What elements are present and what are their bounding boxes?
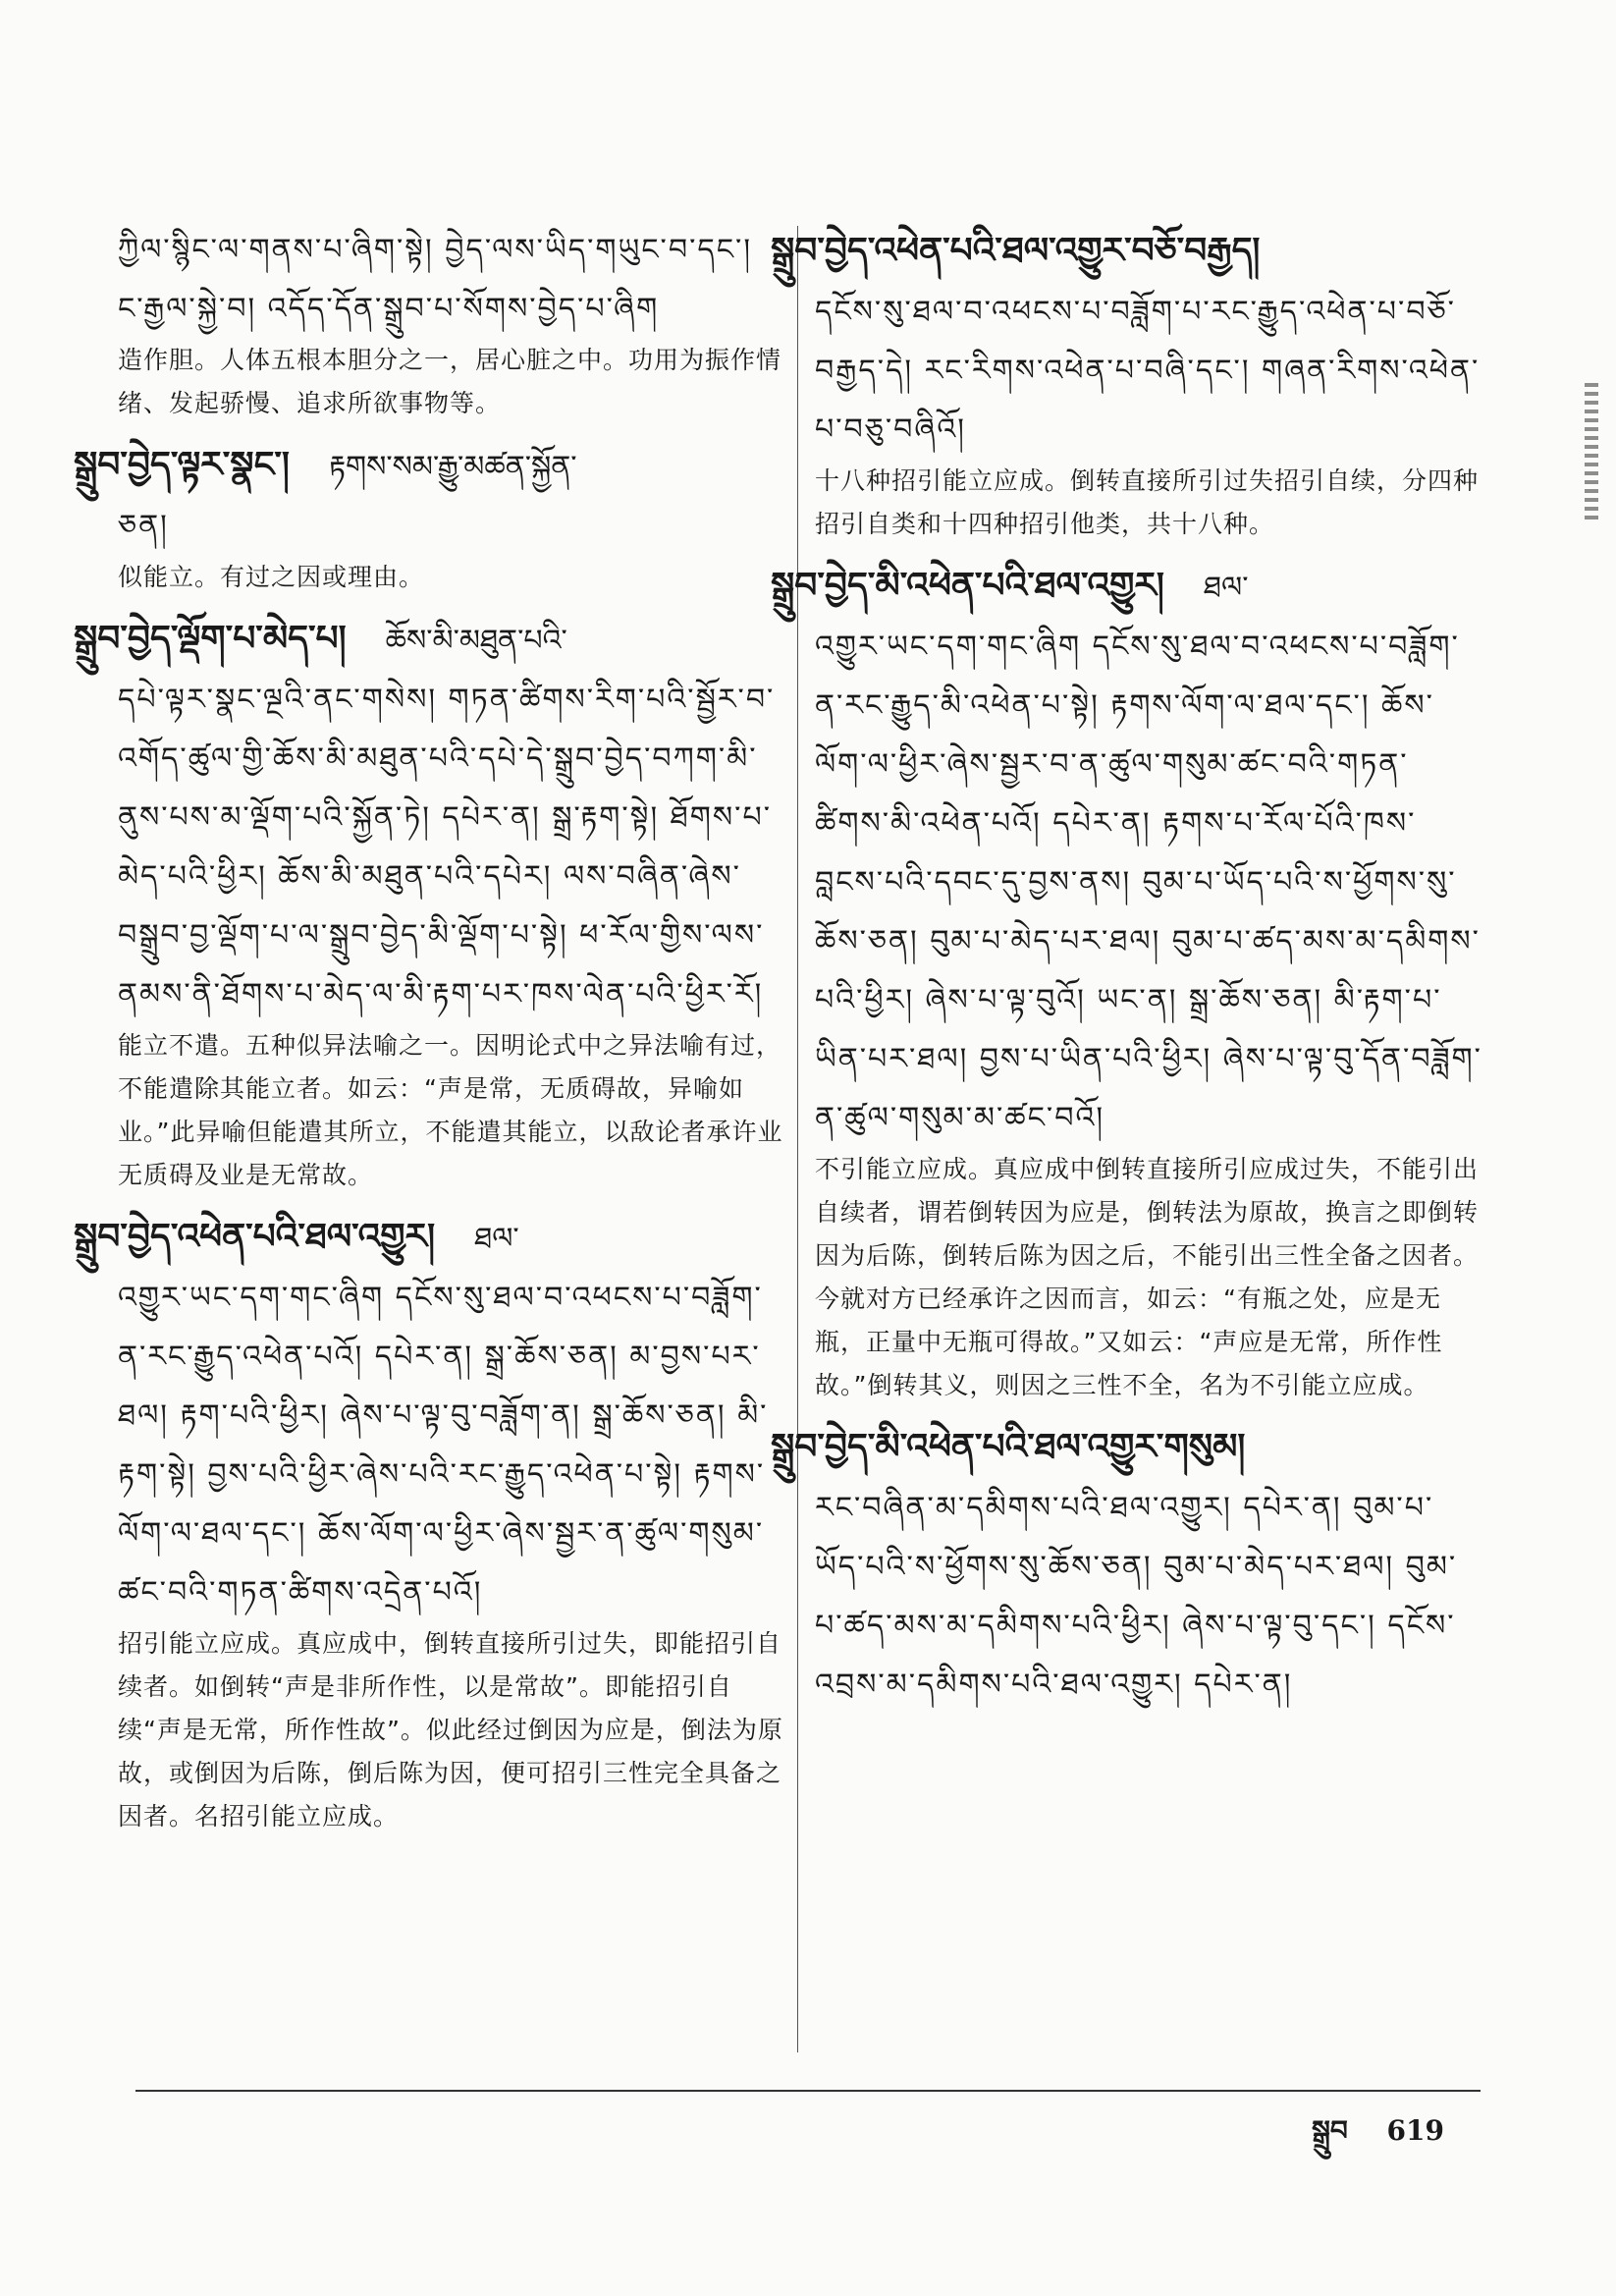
entry-headword: སྒྲུབ་བྱེད་ལྡོག་པ་མེད་པ། ཆོས་མི་མཐུན་པའི་ (74, 618, 567, 659)
right-column (771, 221, 1482, 1724)
footer-section: སྒྲུབ (1311, 2114, 1348, 2147)
entry-chinese: 能立不遣。五种似异法喻之一。因明论式中之异法喻有过，不能遣除其能立者。如云：“声是常，无质碍故，异喻如业。”此异喻但能遣其所立，不能遣其能立，以敌论者承许业无质碍及业是无常故。 (118, 1031, 783, 1189)
entry-tibetan: དཔེ་ལྟར་སྣང་ལྔའི་ནང་གསེས། གཏན་ཚིགས་རིག་པའི་སྦྱོར་བ་འགོད་ཚུལ་གྱི་ཆོས་མི་མཐུན་པའི་དཔེ་དེ་སྒྲུབ་བྱེད་བཀག་མི་ནུས་པས་མ་ལྡོག་པའི་སྐྱོན་ཏེ། དཔེར་ན། སྒྲ་རྟག་སྟེ། ཐོགས་པ་མེད་པའི་ཕྱིར། ཆོས་མི་མཐུན་པའི་དཔེར། ལས་བཞིན་ཞེས་བསྒྲུབ་བྱ་ལྡོག་པ་ལ་སྒྲུབ་བྱེད་མི་ལྡོག་པ་སྟེ། ཕ་རོལ་གྱིས་ལས་ནམས་ནི་ཐོགས་པ་མེད་ལ་མི་རྟག་པར་ཁས་ལེན་པའི་ཕྱིར་རོ། (118, 683, 776, 1011)
scan-mark (1585, 383, 1598, 520)
entry-chinese: 招引能立应成。真应成中，倒转直接所引过失，即能招引自续者。如倒转“声是非所作性，以是常故”。即能招引自续“声是无常，所作性故”。似此经过倒因为应是，倒法为原故，或倒因为后陈，倒后陈为因，便可招引三性完全具备之因者。名招引能立应成。 (118, 1629, 783, 1831)
dictionary-entry (74, 609, 785, 1197)
entry-tibetan: འགྱུར་ཡང་དག་གང་ཞིག དངོས་སུ་ཐལ་བ་འཕངས་པ་བཟློག་ན་རང་རྒྱུད་མི་འཕེན་པ་སྟེ། རྟགས་ལོག་ལ་ཐལ་དང་། ཆོས་ལོག་ལ་ཕྱིར་ཞེས་སྦྱར་བ་ན་ཚུལ་གསུམ་ཚང་བའི་གཏན་ཚིགས་མི་འཕེན་པའོ། དཔེར་ན། རྟགས་པ་རོལ་པོའི་ཁས་བླངས་པའི་དབང་དུ་བྱས་ནས། བུམ་པ་ཡོད་པའི་ས་ཕྱོགས་སུ་ཆོས་ཅན། བུམ་པ་མེད་པར་ཐལ། བུམ་པ་ཚད་མས་མ་དམིགས་པའི་ཕྱིར། ཞེས་པ་ལྟ་བུའོ། ཡང་ན། སྒྲ་ཆོས་ཅན། མི་རྟག་པ་ཡིན་པར་ཐལ། བྱས་པ་ཡིན་པའི་ཕྱིར། ཞེས་པ་ལྟ་བུ་དོན་བཟློག་ན་ཚུལ་གསུམ་མ་ཚང་བའོ། (815, 629, 1482, 1135)
dictionary-entry (74, 435, 785, 599)
dictionary-entry (771, 556, 1482, 1407)
entry-headword: སྒྲུབ་བྱེད་འཕེན་པའི་ཐལ་འགྱུར་བཅོ་བརྒྱད། (771, 230, 1261, 271)
entry-chinese: 造作胆。人体五根本胆分之一，居心脏之中。功用为振作情绪、发起骄慢、追求所欲事物等。 (118, 346, 782, 417)
entry-headword: སྒྲུབ་བྱེད་ལྟར་སྣང་། རྟགས་སམ་རྒྱུ་མཚན་སྐྱོན་ (74, 444, 577, 485)
entry-chinese: 似能立。有过之因或理由。 (118, 563, 425, 591)
entry-tibetan: ཀྱིལ་སྙིང་ལ་གནས་པ་ཞིག་སྟེ། བྱེད་ལས་ཡིད་གཡུང་བ་དང་། ང་རྒྱལ་སྐྱེ་བ། འདོད་དོན་སྒྲུབ་པ་སོགས་བྱེད་པ་ཞིག (118, 233, 753, 326)
page-footer (1282, 2100, 1444, 2177)
dictionary-entry (771, 221, 1482, 546)
entry-headword: སྒྲུབ་བྱེད་འཕེན་པའི་ཐལ་འགྱུར། ཐལ་ (74, 1216, 519, 1257)
left-column (74, 221, 785, 1848)
entry-chinese: 十八种招引能立应成。倒转直接所引过失招引自续，分四种招引自类和十四种招引他类，共十八种。 (815, 466, 1480, 538)
column-divider (797, 226, 798, 2052)
dictionary-entry (771, 1417, 1482, 1715)
entry-tibetan: འགྱུར་ཡང་དག་གང་ཞིག དངོས་སུ་ཐལ་བ་འཕངས་པ་བཟློག་ན་རང་རྒྱུད་འཕེན་པའོ། དཔེར་ན། སྒྲ་ཆོས་ཅན། མ་བྱས་པར་ཐལ། རྟག་པའི་ཕྱིར། ཞེས་པ་ལྟ་བུ་བཟློག་ན། སྒྲ་ཆོས་ཅན། མི་རྟག་སྟེ། བྱས་པའི་ཕྱིར་ཞེས་པའི་རང་རྒྱུད་འཕེན་པ་སྟེ། རྟགས་ལོག་ལ་ཐལ་དང་། ཆོས་ལོག་ལ་ཕྱིར་ཞེས་སྦྱར་ན་ཚུལ་གསུམ་ཚང་བའི་གཏན་ཚིགས་འདྲེན་པའོ། (118, 1281, 769, 1610)
footer-rule (135, 2090, 1481, 2092)
entry-tibetan: དངོས་སུ་ཐལ་བ་འཕངས་པ་བཟློག་པ་རང་རྒྱུད་འཕེན་པ་བཅོ་བརྒྱད་དེ། རང་རིགས་འཕེན་པ་བཞི་དང་། གཞན་རིགས་འཕེན་པ་བཅུ་བཞིའོ། (815, 295, 1481, 447)
entry-headword: སྒྲུབ་བྱེད་མི་འཕེན་པའི་ཐལ་འགྱུར། ཐལ་ (771, 565, 1249, 606)
entry-chinese: 不引能立应成。真应成中倒转直接所引应成过失，不能引出自续者，谓若倒转因为应是，倒转法为原故，换言之即倒转因为后陈，倒转后陈为因之后，不能引出三性全备之因者。今就对方已经承许之因而言，如云：“有瓶之处，应是无瓶，正量中无瓶可得故。”又如云：“声应是无常，所作性故。”倒转其义，则因之三性不全，名为不引能立应成。 (815, 1155, 1480, 1399)
page-number: 619 (1386, 2114, 1444, 2147)
entry-headword: སྒྲུབ་བྱེད་མི་འཕེན་པའི་ཐལ་འགྱུར་གསུམ། (771, 1426, 1246, 1467)
entry-tibetan: རང་བཞིན་མ་དམིགས་པའི་ཐལ་འགྱུར། དཔེར་ན། བུམ་པ་ཡོད་པའི་ས་ཕྱོགས་སུ་ཆོས་ཅན། བུམ་པ་མེད་པར་ཐལ། བུམ་པ་ཚད་མས་མ་དམིགས་པའི་ཕྱིར། ཞེས་པ་ལྟ་བུ་དང་། དངོས་འབྲས་མ་དམིགས་པའི་ཐལ་འགྱུར། དཔེར་ན། (815, 1491, 1458, 1702)
entry-continuation (118, 221, 785, 425)
entry-tibetan: ཅན། (118, 509, 169, 543)
dictionary-entry (74, 1207, 785, 1838)
